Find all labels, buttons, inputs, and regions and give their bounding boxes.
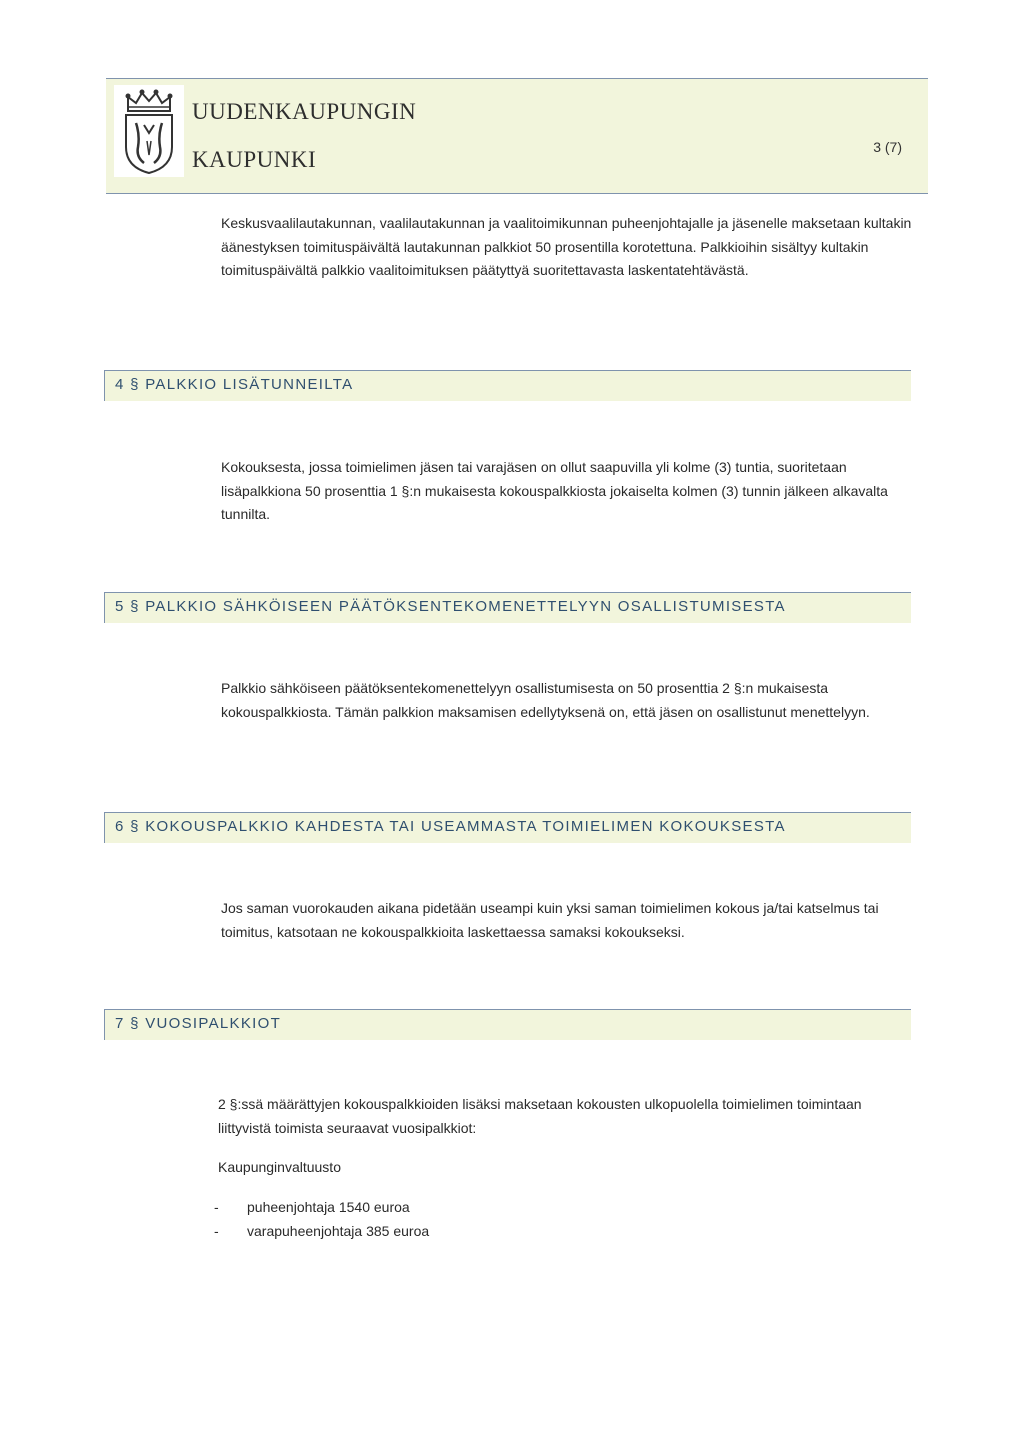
city-name-line1: UUDENKAUPUNGIN xyxy=(192,99,417,124)
list-item: - puheenjohtaja 1540 euroa xyxy=(214,1195,429,1219)
city-name-line2: KAUPUNKI xyxy=(192,147,317,172)
section-heading-4 xyxy=(104,370,911,401)
section-title: 6 § KOKOUSPALKKIO KAHDESTA TAI USEAMMASTA TOIMIELIMEN KOKOUKSESTA xyxy=(115,818,786,835)
section-title: 4 § PALKKIO LISÄTUNNEILTA xyxy=(115,376,354,393)
intro-paragraph: Keskusvaalilautakunnan, vaalilautakunnan ja vaalitoimikunnan puheenjohtajalle ja jäsenelle maksetaan kultakin äänestyksen toimituspäivältä lautakunnan palkkiot 50 prosentilla korotettuna. Palkkioihin sisältyy kultakin toimituspäivältä palkkio vaalitoimituksen päätyttyä suoritettavasta laskentatehtävästä. xyxy=(221,215,912,278)
fee-list xyxy=(214,1195,429,1243)
list-item: - varapuheenjohtaja 385 euroa xyxy=(214,1219,429,1243)
page-number: 3 (7) xyxy=(873,139,902,155)
section-body-7: 2 §:ssä määrättyjen kokouspalkkioiden lisäksi maksetaan kokousten ulkopuolella toimielimen toimintaan liittyvistä toimista seuraavat vuosipalkkiot: xyxy=(218,1096,862,1136)
section-body-6: Jos saman vuorokauden aikana pidetään useampi kuin yksi saman toimielimen kokous ja/tai katselmus tai toimitus, katsotaan ne kokouspalkkioita laskettaessa samaksi kokoukseksi. xyxy=(221,900,879,940)
section-heading-6 xyxy=(104,812,911,843)
coat-of-arms-icon xyxy=(114,85,184,177)
section-title: 5 § PALKKIO SÄHKÖISEEN PÄÄTÖKSENTEKOMENETTELYYN OSALLISTUMISESTA xyxy=(115,598,786,615)
section-body-5: Palkkio sähköiseen päätöksentekomenettelyyn osallistumisesta on 50 prosenttia 2 §:n mukaisesta kokouspalkkiosta. Tämän palkkion maksamisen edellytyksenä on, että jäsen on osallistunut menettelyyn. xyxy=(221,680,870,720)
subheading-city-council: Kaupunginvaltuusto xyxy=(218,1159,341,1175)
section-heading-7 xyxy=(104,1009,911,1040)
section-body-4: Kokouksesta, jossa toimielimen jäsen tai varajäsen on ollut saapuvilla yli kolme (3) tuntia, suoritetaan lisäpalkkiona 50 prosenttia 1 §:n mukaisesta kokouspalkkiosta jokaiselta kolmen (3) tunnin jälkeen alkavalta tunnilta. xyxy=(221,459,888,522)
section-title: 7 § VUOSIPALKKIOT xyxy=(115,1015,282,1032)
section-heading-5 xyxy=(104,592,911,623)
document-header xyxy=(106,78,928,194)
